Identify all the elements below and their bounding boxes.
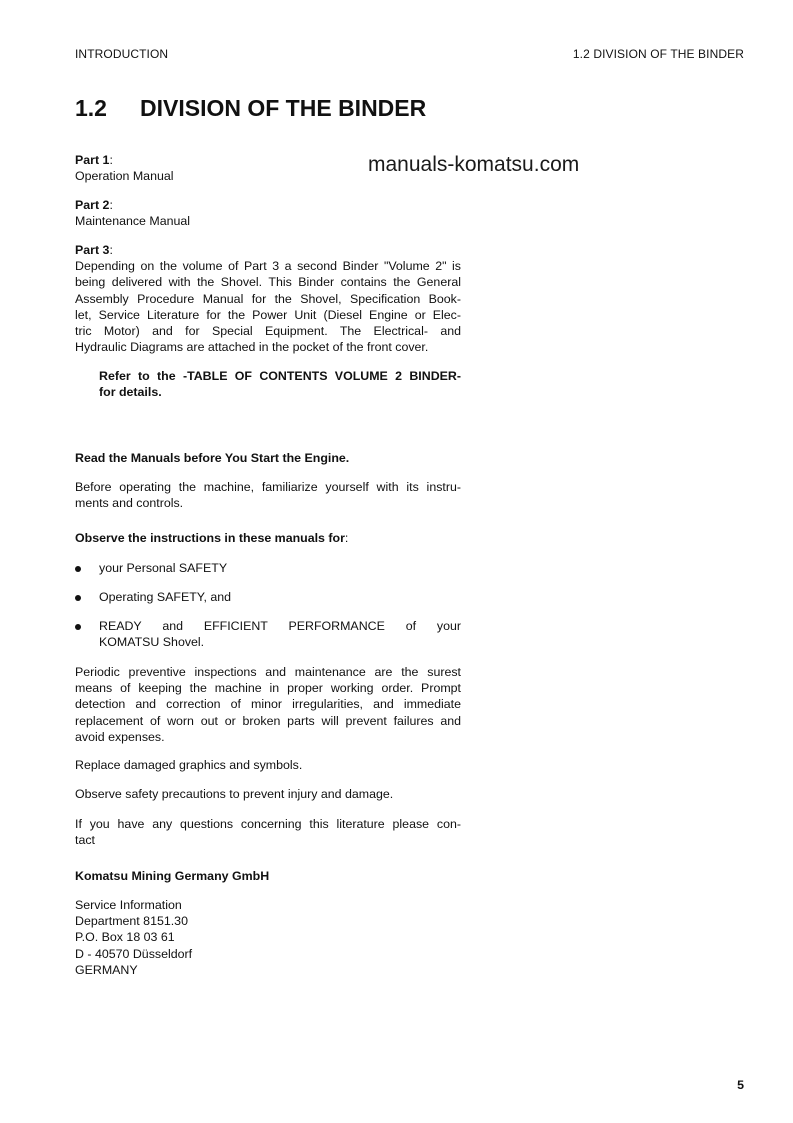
observe-heading-colon: : bbox=[344, 531, 349, 545]
running-header-title: 1.2 DIVISION OF THE BINDER bbox=[572, 47, 744, 61]
part-2-text: Maintenance Manual bbox=[75, 214, 191, 229]
questions-paragraph bbox=[75, 816, 461, 848]
part-3-line: tric Motor) and for Special Equipment. The Electrical- and bbox=[75, 324, 461, 339]
periodic-line: replacement of worn out or broken parts will prevent failures and bbox=[75, 713, 461, 728]
part-2-block bbox=[75, 197, 461, 229]
before-operating-paragraph bbox=[75, 479, 461, 511]
periodic-inspections-paragraph bbox=[75, 664, 461, 745]
section-number: 1.2 bbox=[75, 95, 107, 121]
periodic-line: means of keeping the machine in proper working order. Prompt bbox=[75, 681, 461, 696]
address-line: P.O. Box 18 03 61 bbox=[75, 930, 175, 945]
safety-precautions-text: Observe safety precautions to prevent injury and damage. bbox=[75, 787, 394, 801]
volume-2-note bbox=[99, 368, 461, 400]
periodic-line: Periodic preventive inspections and maintenance are the surest bbox=[75, 665, 461, 679]
address-line: GERMANY bbox=[75, 962, 138, 977]
note-line: for details. bbox=[99, 385, 162, 400]
bullet-line: KOMATSU Shovel. bbox=[99, 635, 205, 650]
address-line: D - 40570 Düsseldorf bbox=[75, 946, 193, 961]
part-1-block bbox=[75, 152, 461, 184]
running-header-section: INTRODUCTION bbox=[75, 47, 169, 61]
part-3-line: Depending on the volume of Part 3 a second Binder "Volume 2" is bbox=[75, 259, 461, 274]
periodic-line: detection and correction of minor irregularities, and immediate bbox=[75, 697, 461, 712]
questions-line: tact bbox=[75, 833, 95, 848]
part-2-colon: : bbox=[109, 198, 113, 212]
part-3-colon: : bbox=[109, 243, 113, 257]
before-line: Before operating the machine, familiarize yourself with its instru- bbox=[75, 480, 461, 494]
part-3-line: Hydraulic Diagrams are attached in the pocket of the front cover. bbox=[75, 340, 429, 355]
periodic-line: avoid expenses. bbox=[75, 729, 165, 744]
observe-heading bbox=[75, 530, 461, 546]
bullet-marker bbox=[75, 624, 81, 630]
part-3-paragraph bbox=[75, 258, 461, 355]
observe-heading-text: Observe the instructions in these manuals for bbox=[75, 531, 345, 545]
contact-address bbox=[75, 897, 461, 978]
before-line: ments and controls. bbox=[75, 496, 184, 511]
address-line: Service Information bbox=[75, 898, 182, 912]
page-title bbox=[75, 95, 426, 122]
company-name: Komatsu Mining Germany GmbH bbox=[75, 869, 270, 883]
part-1-colon: : bbox=[109, 153, 113, 167]
part-3-line: let, Service Literature for the Power Unit (Diesel Engine or Elec- bbox=[75, 307, 461, 322]
bullet-item bbox=[99, 618, 461, 650]
part-3-block bbox=[75, 242, 461, 355]
bullet-marker bbox=[75, 595, 81, 601]
page-number: 5 bbox=[737, 1078, 744, 1092]
part-3-line: being delivered with the Shovel. This Binder contains the General bbox=[75, 275, 461, 290]
bullet-marker bbox=[75, 566, 81, 572]
bullet-item: your Personal SAFETY bbox=[99, 561, 228, 575]
watermark-text: manuals-komatsu.com bbox=[368, 153, 580, 176]
part-1-text: Operation Manual bbox=[75, 169, 174, 184]
note-line: Refer to the -TABLE OF CONTENTS VOLUME 2 BINDER- bbox=[99, 369, 461, 383]
part-1-label: Part 1 bbox=[75, 153, 110, 167]
part-2-label: Part 2 bbox=[75, 198, 110, 212]
section-title: DIVISION OF THE BINDER bbox=[140, 95, 427, 121]
address-line: Department 8151.30 bbox=[75, 914, 188, 929]
bullet-item: Operating SAFETY, and bbox=[99, 590, 232, 604]
replace-graphics-text: Replace damaged graphics and symbols. bbox=[75, 758, 303, 772]
questions-line: If you have any questions concerning this literature please con- bbox=[75, 817, 461, 831]
part-3-line: Assembly Procedure Manual for the Shovel, Specification Book- bbox=[75, 291, 461, 306]
part-3-label: Part 3 bbox=[75, 243, 110, 257]
read-manuals-heading: Read the Manuals before You Start the Engine. bbox=[75, 451, 350, 465]
bullet-line: READY and EFFICIENT PERFORMANCE of your bbox=[99, 619, 461, 633]
